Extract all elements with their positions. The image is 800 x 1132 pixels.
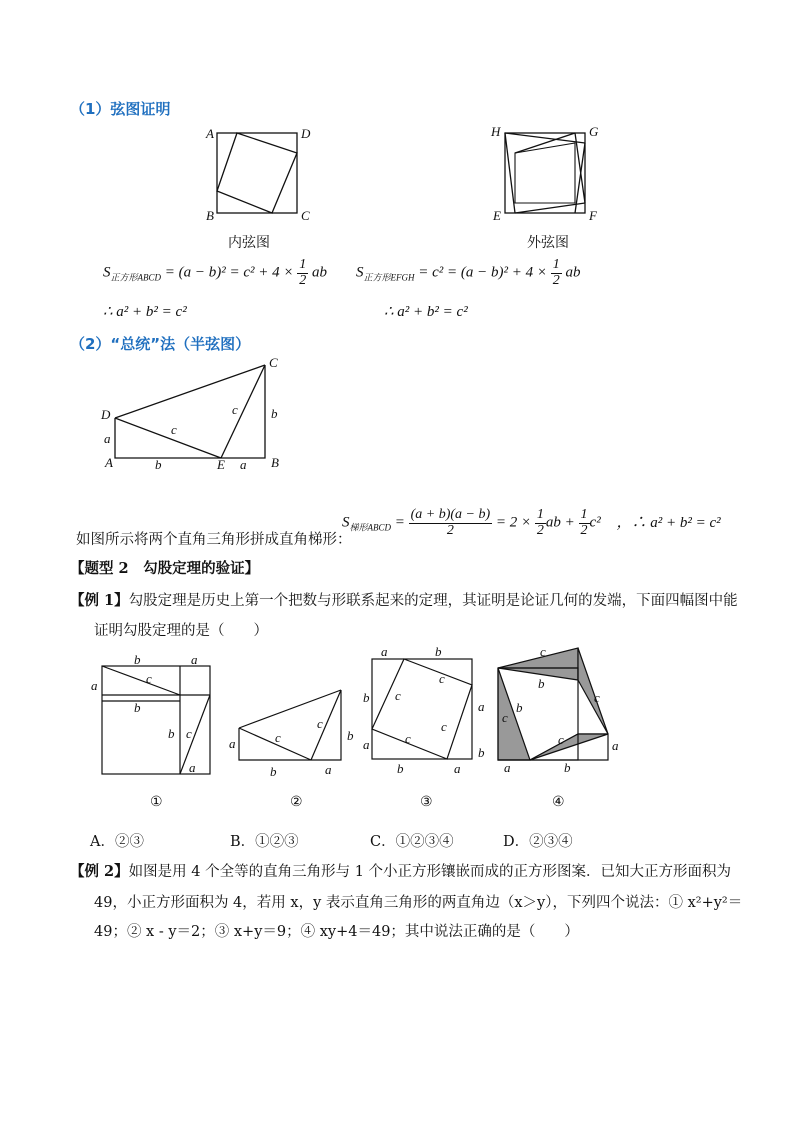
svg-text:C: C: [269, 355, 278, 370]
svg-text:a: a: [381, 644, 388, 659]
svg-text:b: b: [478, 745, 485, 760]
svg-text:c: c: [275, 730, 281, 745]
trapezoid-formula: $S_{梯形ABCD}$ = $\frac{(a + b)(a - b)}{2}$ = 2 × $\frac{1}{2}$ ab + $\frac{1}{2}$ c² ，∴ a² + b² = c²: [342, 507, 721, 538]
outer-chord-diagram: [488, 124, 608, 224]
label-E: E: [493, 208, 501, 223]
svg-text:c: c: [317, 716, 323, 731]
svg-text:B: B: [271, 455, 279, 470]
svg-text:b: b: [435, 644, 442, 659]
svg-text:b: b: [155, 457, 162, 472]
option-b[interactable]: B．①②③: [230, 834, 299, 850]
outer-conclusion: ∴ a² + b² = c²: [384, 304, 468, 320]
label-A: A: [206, 126, 214, 141]
svg-text:b: b: [168, 726, 175, 741]
section-title-chord-proof: （1）弦图证明: [70, 100, 171, 118]
example2-line2: 49，小正方形面积为 4，若用 x，y 表示直角三角形的两直角边（x＞y），下列四个说法：① x²+y²＝: [94, 895, 743, 911]
svg-text:c: c: [558, 732, 564, 747]
svg-text:c: c: [405, 731, 411, 746]
svg-text:b: b: [134, 652, 141, 667]
example1-line1: 【例 1】勾股定理是历史上第一个把数与形联系起来的定理，其证明是论证几何的发端，下面四幅图中能: [70, 592, 738, 609]
option-d[interactable]: D．②③④: [503, 834, 573, 850]
svg-text:c: c: [395, 688, 401, 703]
svg-text:b: b: [270, 764, 277, 779]
svg-text:c: c: [540, 644, 546, 659]
label-F: F: [589, 208, 597, 223]
svg-text:b: b: [516, 700, 523, 715]
section-title-president-method: （2）“总统”法（半弦图）: [70, 335, 251, 353]
label-H: H: [491, 124, 501, 139]
svg-text:b: b: [347, 728, 354, 743]
svg-text:a: a: [189, 760, 196, 775]
svg-text:a: a: [229, 736, 236, 751]
svg-text:a: a: [325, 762, 332, 777]
trapezoid-diagram: [95, 356, 295, 476]
svg-text:a: a: [240, 457, 247, 472]
svg-text:c: c: [232, 402, 238, 417]
example2-line1: 【例 2】如图是用 4 个全等的直角三角形与 1 个小正方形镶嵌而成的正方形图案．已知大正方形面积为: [70, 863, 732, 880]
label-G: G: [589, 124, 599, 139]
ex1-figure-2: [225, 680, 365, 780]
type2-heading: 【题型 2 勾股定理的验证】: [70, 560, 260, 577]
fig-label-2: ②: [290, 794, 303, 810]
inner-caption: 内弦图: [228, 235, 270, 251]
inner-formula: $S_{正方形ABCD} = (a - b)^2 = c^2 + 4$ × $\frac{1}{2}$ ab: [103, 257, 328, 288]
example1-line2: 证明勾股定理的是（ ）: [94, 623, 268, 639]
svg-text:a: a: [191, 652, 198, 667]
svg-text:c: c: [171, 422, 177, 437]
ex1-figure-4: [490, 640, 630, 775]
svg-text:b: b: [397, 761, 404, 776]
svg-text:A: A: [105, 455, 113, 470]
option-c[interactable]: C．①②③④: [370, 834, 454, 850]
fig-label-1: ①: [150, 794, 163, 810]
example2-line3: 49；② x - y＝2；③ x+y＝9；④ xy+4＝49；其中说法正确的是（ ）: [94, 924, 579, 940]
svg-text:a: a: [104, 431, 111, 446]
svg-text:b: b: [363, 690, 370, 705]
trapezoid-description: 如图所示将两个直角三角形拼成直角梯形：: [76, 532, 352, 548]
svg-text:D: D: [101, 407, 111, 422]
svg-text:a: a: [363, 737, 370, 752]
svg-text:a: a: [504, 760, 511, 775]
option-a[interactable]: A．②③: [90, 834, 144, 850]
label-C: C: [301, 208, 310, 223]
fig-label-3: ③: [420, 794, 433, 810]
inner-conclusion: ∴ a² + b² = c²: [103, 304, 187, 320]
svg-text:c: c: [441, 719, 447, 734]
svg-text:b: b: [271, 406, 278, 421]
svg-text:a: a: [612, 738, 619, 753]
label-D: D: [301, 126, 311, 141]
inner-chord-diagram: [200, 124, 320, 224]
svg-text:c: c: [146, 671, 152, 686]
svg-text:a: a: [91, 678, 98, 693]
svg-text:b: b: [538, 676, 545, 691]
outer-formula: $S_{正方形EFGH} = c^2 = (a - b)^2 + 4$ × $\frac{1}{2}$ ab: [356, 257, 581, 288]
ex1-figure-1: [88, 650, 218, 780]
svg-text:E: E: [217, 457, 225, 472]
svg-text:a: a: [454, 761, 461, 776]
svg-text:c: c: [502, 710, 508, 725]
outer-caption: 外弦图: [527, 235, 569, 251]
svg-text:c: c: [186, 726, 192, 741]
svg-text:b: b: [134, 700, 141, 715]
svg-text:c: c: [594, 690, 600, 705]
svg-text:b: b: [564, 760, 571, 775]
label-B: B: [206, 208, 214, 223]
svg-text:c: c: [439, 671, 445, 686]
svg-text:a: a: [478, 699, 485, 714]
ex1-figure-3: [355, 645, 495, 775]
fig-label-4: ④: [552, 794, 565, 810]
